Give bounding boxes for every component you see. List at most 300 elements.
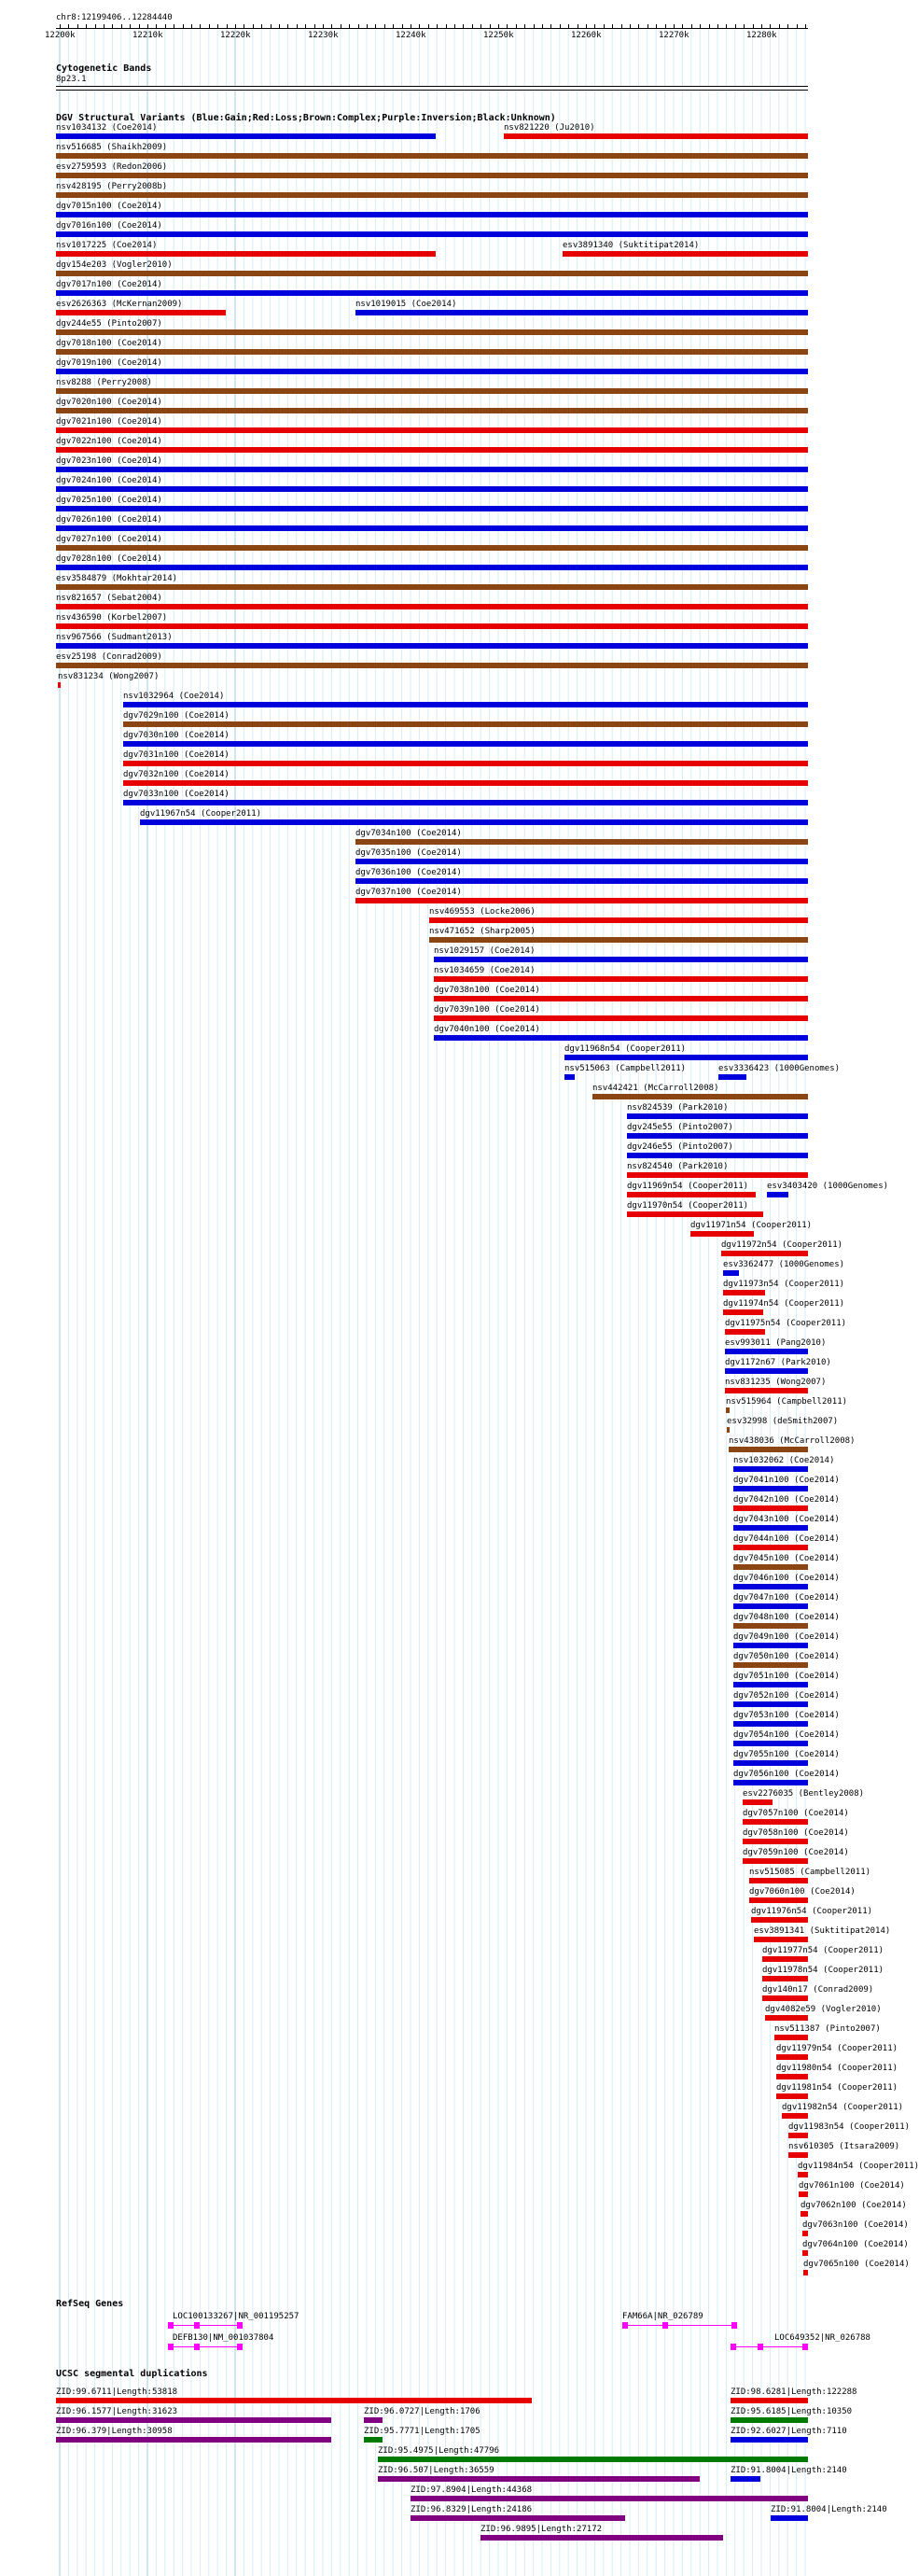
dgv-label: nsv438036 (McCarroll2008) bbox=[729, 1436, 856, 1446]
dgv-feature[interactable] bbox=[762, 1976, 808, 1981]
dgv-label: dgv7017n100 (Coe2014) bbox=[56, 280, 162, 289]
coordinate-ruler[interactable] bbox=[0, 22, 830, 45]
ruler-tick bbox=[507, 24, 508, 28]
dgv-label: dgv246e55 (Pinto2007) bbox=[627, 1142, 733, 1152]
dgv-label: dgv7028n100 (Coe2014) bbox=[56, 554, 162, 564]
dgv-feature[interactable] bbox=[627, 1153, 808, 1158]
ruler-tick bbox=[744, 24, 745, 28]
segdup-feature[interactable] bbox=[56, 2437, 331, 2443]
ruler-tick bbox=[735, 24, 736, 28]
dgv-feature[interactable] bbox=[733, 1682, 808, 1687]
dgv-feature[interactable] bbox=[56, 329, 808, 335]
dgv-feature[interactable] bbox=[690, 1231, 754, 1237]
dgv-feature[interactable] bbox=[56, 349, 808, 355]
dgv-label: esv2276035 (Bentley2008) bbox=[743, 1789, 865, 1799]
dgv-feature[interactable] bbox=[727, 1427, 730, 1433]
dgv-feature[interactable] bbox=[725, 1329, 765, 1335]
refseq-gene-feature[interactable] bbox=[168, 2322, 243, 2330]
dgv-feature[interactable] bbox=[123, 702, 808, 707]
dgv-feature[interactable] bbox=[434, 996, 808, 1001]
dgv-feature[interactable] bbox=[56, 192, 808, 198]
dgv-label: dgv11976n54 (Cooper2011) bbox=[751, 1907, 873, 1916]
segdup-label: ZID:91.8004|Length:2140 bbox=[731, 2466, 847, 2475]
gene-exon bbox=[194, 2322, 200, 2329]
refseq-track-title: RefSeq Genes bbox=[56, 2299, 124, 2309]
segdup-label: ZID:92.6027|Length:7110 bbox=[731, 2427, 847, 2436]
ruler-tick bbox=[305, 24, 306, 28]
dgv-feature[interactable] bbox=[56, 133, 436, 139]
dgv-feature[interactable] bbox=[754, 1937, 808, 1942]
dgv-feature[interactable] bbox=[743, 1839, 808, 1844]
gene-intron-line bbox=[168, 2346, 243, 2347]
dgv-feature[interactable] bbox=[733, 1780, 808, 1785]
dgv-feature[interactable] bbox=[123, 721, 808, 727]
dgv-feature[interactable] bbox=[56, 290, 808, 296]
dgv-feature[interactable] bbox=[355, 878, 808, 884]
dgv-label: dgv7037n100 (Coe2014) bbox=[355, 888, 462, 897]
dgv-feature[interactable] bbox=[733, 1721, 808, 1727]
segdup-label: ZID:91.8004|Length:2140 bbox=[771, 2505, 887, 2514]
segdup-feature[interactable] bbox=[364, 2437, 383, 2443]
segdup-feature[interactable] bbox=[378, 2476, 700, 2482]
ruler-tick bbox=[323, 24, 324, 28]
dgv-label: dgv7044n100 (Coe2014) bbox=[733, 1534, 840, 1544]
dgv-label: dgv4082e59 (Vogler2010) bbox=[765, 2005, 882, 2014]
dgv-feature[interactable] bbox=[429, 937, 808, 943]
ruler-tick bbox=[112, 24, 113, 28]
dgv-feature[interactable] bbox=[56, 545, 808, 551]
dgv-label: dgv7057n100 (Coe2014) bbox=[743, 1809, 849, 1818]
ruler-tick bbox=[779, 24, 780, 28]
dgv-feature[interactable] bbox=[733, 1564, 808, 1570]
dgv-feature[interactable] bbox=[776, 2074, 808, 2079]
dgv-feature[interactable] bbox=[723, 1290, 765, 1295]
ruler-tick bbox=[130, 24, 131, 28]
ruler-tick bbox=[183, 24, 184, 28]
dgv-feature[interactable] bbox=[788, 2152, 808, 2158]
dgv-label: esv3403420 (1000Genomes) bbox=[767, 1182, 889, 1191]
ruler-tick bbox=[682, 24, 683, 28]
dgv-label: dgv7062n100 (Coe2014) bbox=[801, 2201, 907, 2210]
ruler-tick bbox=[568, 24, 569, 28]
dgv-feature[interactable] bbox=[56, 565, 808, 570]
dgv-feature[interactable] bbox=[749, 1897, 808, 1903]
dgv-feature[interactable] bbox=[56, 271, 808, 276]
dgv-feature[interactable] bbox=[56, 623, 808, 629]
dgv-feature[interactable] bbox=[802, 2231, 808, 2236]
ruler-tick bbox=[542, 24, 543, 28]
dgv-feature[interactable] bbox=[762, 1956, 808, 1962]
dgv-feature[interactable] bbox=[56, 447, 808, 453]
dgv-label: nsv610305 (Itsara2009) bbox=[788, 2142, 900, 2151]
dgv-label: dgv7039n100 (Coe2014) bbox=[434, 1005, 540, 1015]
ruler-tick bbox=[367, 24, 368, 28]
ruler-tick bbox=[454, 24, 455, 28]
dgv-label: dgv244e55 (Pinto2007) bbox=[56, 319, 162, 329]
ruler-tick bbox=[147, 24, 148, 28]
dgv-feature[interactable] bbox=[56, 427, 808, 433]
dgv-label: dgv7024n100 (Coe2014) bbox=[56, 476, 162, 485]
refseq-gene-feature[interactable] bbox=[622, 2322, 737, 2330]
dgv-label: nsv1034659 (Coe2014) bbox=[434, 966, 536, 975]
dgv-feature[interactable] bbox=[123, 800, 808, 805]
dgv-feature[interactable] bbox=[434, 1035, 808, 1041]
dgv-feature[interactable] bbox=[765, 2015, 808, 2021]
dgv-feature[interactable] bbox=[733, 1623, 808, 1629]
segdup-label: ZID:96.1577|Length:31623 bbox=[56, 2407, 178, 2416]
ruler-tick bbox=[524, 24, 525, 28]
dgv-feature[interactable] bbox=[721, 1251, 808, 1256]
segdup-feature[interactable] bbox=[56, 2398, 532, 2403]
dgv-feature[interactable] bbox=[733, 1486, 808, 1491]
ruler-tick bbox=[261, 24, 262, 28]
dgv-label: dgv7052n100 (Coe2014) bbox=[733, 1691, 840, 1701]
dgv-label: nsv515085 (Campbell2011) bbox=[749, 1868, 871, 1877]
segdup-feature[interactable] bbox=[731, 2417, 808, 2423]
ruler-tick bbox=[709, 24, 710, 28]
dgv-feature[interactable] bbox=[123, 741, 808, 747]
ruler-tick bbox=[674, 24, 675, 28]
dgv-label: nsv436590 (Korbel2007) bbox=[56, 613, 168, 623]
dgv-feature[interactable] bbox=[56, 643, 808, 649]
dgv-feature[interactable] bbox=[627, 1133, 808, 1139]
dgv-label: dgv7019n100 (Coe2014) bbox=[56, 358, 162, 368]
ruler-tick bbox=[621, 24, 622, 28]
dgv-label: dgv7043n100 (Coe2014) bbox=[733, 1515, 840, 1524]
ruler-tick bbox=[717, 24, 718, 28]
dgv-label: dgv7015n100 (Coe2014) bbox=[56, 202, 162, 211]
segdup-feature[interactable] bbox=[731, 2476, 760, 2482]
dgv-label: esv3891340 (Suktitipat2014) bbox=[563, 241, 700, 250]
dgv-feature[interactable] bbox=[58, 682, 61, 688]
dgv-label: dgv7032n100 (Coe2014) bbox=[123, 770, 230, 779]
dgv-feature[interactable] bbox=[355, 898, 808, 903]
dgv-feature[interactable] bbox=[56, 506, 808, 511]
dgv-feature[interactable] bbox=[592, 1094, 808, 1099]
dgv-feature[interactable] bbox=[725, 1349, 808, 1354]
dgv-label: nsv1019015 (Coe2014) bbox=[355, 300, 457, 309]
dgv-feature[interactable] bbox=[434, 1015, 808, 1021]
segdup-label: ZID:99.6711|Length:53818 bbox=[56, 2387, 178, 2397]
dgv-feature[interactable] bbox=[743, 1819, 808, 1825]
ruler-tick bbox=[419, 24, 420, 28]
dgv-label: dgv7035n100 (Coe2014) bbox=[355, 848, 462, 858]
ruler-tick bbox=[498, 24, 499, 28]
dgv-feature[interactable] bbox=[733, 1643, 808, 1648]
ruler-tick bbox=[393, 24, 394, 28]
dgv-label: dgv7027n100 (Coe2014) bbox=[56, 535, 162, 544]
ruler-tick bbox=[472, 24, 473, 28]
ruler-label: 12230k bbox=[308, 31, 339, 40]
dgv-feature[interactable] bbox=[56, 388, 808, 394]
ruler-label: 12280k bbox=[746, 31, 777, 40]
dgv-feature[interactable] bbox=[776, 2054, 808, 2060]
dgv-label: dgv11981n54 (Cooper2011) bbox=[776, 2083, 898, 2093]
dgv-feature[interactable] bbox=[767, 1192, 788, 1197]
dgv-feature[interactable] bbox=[801, 2211, 808, 2217]
ruler-tick bbox=[446, 24, 447, 28]
gene-exon bbox=[237, 2322, 243, 2329]
ruler-tick bbox=[358, 24, 359, 28]
ruler-axis bbox=[56, 28, 808, 29]
dgv-label: esv25198 (Conrad2009) bbox=[56, 652, 162, 662]
gene-exon bbox=[168, 2322, 174, 2329]
ruler-tick bbox=[594, 24, 595, 28]
dgv-feature[interactable] bbox=[718, 1074, 746, 1080]
dgv-feature[interactable] bbox=[56, 584, 808, 590]
dgv-label: dgv7045n100 (Coe2014) bbox=[733, 1554, 840, 1563]
ruler-label: 12270k bbox=[659, 31, 689, 40]
ruler-tick bbox=[139, 24, 140, 28]
dgv-feature[interactable] bbox=[798, 2172, 808, 2177]
ruler-tick bbox=[691, 24, 692, 28]
dgv-feature[interactable] bbox=[563, 251, 808, 257]
ruler-tick bbox=[191, 24, 192, 28]
dgv-feature[interactable] bbox=[802, 2250, 808, 2256]
dgv-feature[interactable] bbox=[776, 2093, 808, 2099]
dgv-feature[interactable] bbox=[729, 1447, 808, 1452]
gene-exon bbox=[731, 2322, 737, 2329]
dgv-feature[interactable] bbox=[140, 819, 808, 825]
dgv-feature[interactable] bbox=[123, 761, 808, 766]
ruler-tick bbox=[384, 24, 385, 28]
dgv-label: nsv469553 (Locke2006) bbox=[429, 907, 536, 917]
ruler-tick bbox=[217, 24, 218, 28]
dgv-feature[interactable] bbox=[355, 859, 808, 864]
ruler-tick bbox=[165, 24, 166, 28]
dgv-feature[interactable] bbox=[123, 780, 808, 786]
dgv-label: dgv7041n100 (Coe2014) bbox=[733, 1476, 840, 1485]
dgv-label: nsv1032964 (Coe2014) bbox=[123, 692, 225, 701]
dgv-feature[interactable] bbox=[733, 1741, 808, 1746]
ruler-tick bbox=[287, 24, 288, 28]
dgv-label: dgv7060n100 (Coe2014) bbox=[749, 1887, 856, 1897]
dgv-label: dgv11984n54 (Cooper2011) bbox=[798, 2162, 919, 2171]
dgv-label: dgv11969n54 (Cooper2011) bbox=[627, 1182, 749, 1191]
ruler-tick bbox=[534, 24, 535, 28]
dgv-feature[interactable] bbox=[56, 486, 808, 492]
dgv-feature[interactable] bbox=[723, 1309, 763, 1315]
segdup-label: ZID:95.7771|Length:1705 bbox=[364, 2427, 480, 2436]
dgv-feature[interactable] bbox=[429, 917, 808, 923]
dgv-feature[interactable] bbox=[504, 133, 808, 139]
dgv-label: nsv821220 (Ju2010) bbox=[504, 123, 595, 133]
ruler-label: 12250k bbox=[483, 31, 514, 40]
ruler-tick bbox=[761, 24, 762, 28]
dgv-feature[interactable] bbox=[782, 2113, 808, 2119]
ruler-label: 12260k bbox=[571, 31, 602, 40]
dgv-label: esv2626363 (McKernan2009) bbox=[56, 300, 183, 309]
dgv-feature[interactable] bbox=[56, 153, 808, 159]
dgv-label: dgv7056n100 (Coe2014) bbox=[733, 1770, 840, 1779]
dgv-feature[interactable] bbox=[733, 1545, 808, 1550]
dgv-feature[interactable] bbox=[355, 839, 808, 845]
dgv-label: dgv11983n54 (Cooper2011) bbox=[788, 2122, 911, 2132]
segdup-feature[interactable] bbox=[411, 2515, 625, 2521]
dgv-label: nsv1034132 (Coe2014) bbox=[56, 123, 158, 133]
segdup-feature[interactable] bbox=[411, 2496, 808, 2501]
gene-exon bbox=[622, 2322, 628, 2329]
ruler-tick bbox=[375, 24, 376, 28]
segdup-label: ZID:96.8329|Length:24186 bbox=[411, 2505, 533, 2514]
ruler-tick bbox=[200, 24, 201, 28]
dgv-feature[interactable] bbox=[434, 976, 808, 982]
gene-exon bbox=[731, 2344, 736, 2350]
dgv-feature[interactable] bbox=[733, 1584, 808, 1589]
segdup-feature[interactable] bbox=[364, 2417, 383, 2423]
dgv-feature[interactable] bbox=[56, 408, 808, 413]
ruler-tick bbox=[797, 24, 798, 28]
dgv-label: dgv7020n100 (Coe2014) bbox=[56, 398, 162, 407]
dgv-label: dgv11973n54 (Cooper2011) bbox=[723, 1280, 845, 1289]
dgv-label: esv32998 (deSmith2007) bbox=[727, 1417, 839, 1426]
dgv-label: dgv11968n54 (Cooper2011) bbox=[564, 1044, 687, 1054]
dgv-label: dgv245e55 (Pinto2007) bbox=[627, 1123, 733, 1132]
dgv-label: dgv7055n100 (Coe2014) bbox=[733, 1750, 840, 1759]
refseq-gene-feature[interactable] bbox=[731, 2344, 808, 2351]
dgv-label: dgv7033n100 (Coe2014) bbox=[123, 790, 230, 799]
dgv-feature[interactable] bbox=[733, 1505, 808, 1511]
dgv-feature[interactable] bbox=[788, 2133, 808, 2138]
ruler-tick bbox=[490, 24, 491, 28]
dgv-label: dgv7049n100 (Coe2014) bbox=[733, 1632, 840, 1642]
cytoband-track-title: Cytogenetic Bands bbox=[56, 63, 152, 74]
dgv-feature[interactable] bbox=[725, 1388, 808, 1393]
dgv-feature[interactable] bbox=[56, 251, 436, 257]
ruler-tick bbox=[630, 24, 631, 28]
segdup-label: ZID:98.6281|Length:122288 bbox=[731, 2387, 857, 2397]
refseq-gene-label: FAM66A|NR_026789 bbox=[622, 2312, 703, 2321]
refseq-gene-feature[interactable] bbox=[168, 2344, 243, 2351]
dgv-feature[interactable] bbox=[434, 957, 808, 962]
segdup-label: ZID:96.507|Length:36559 bbox=[378, 2466, 494, 2475]
dgv-label: nsv824540 (Park2010) bbox=[627, 1162, 729, 1171]
dgv-label: dgv11978n54 (Cooper2011) bbox=[762, 1966, 884, 1975]
dgv-feature[interactable] bbox=[627, 1192, 756, 1197]
dgv-feature[interactable] bbox=[751, 1917, 808, 1923]
gene-exon bbox=[194, 2344, 200, 2350]
dgv-label: dgv11974n54 (Cooper2011) bbox=[723, 1299, 845, 1309]
dgv-label: nsv1029157 (Coe2014) bbox=[434, 946, 536, 956]
dgv-feature[interactable] bbox=[733, 1466, 808, 1472]
dgv-feature[interactable] bbox=[733, 1760, 808, 1766]
segdup-label: ZID:95.4975|Length:47796 bbox=[378, 2446, 500, 2456]
dgv-label: dgv7063n100 (Coe2014) bbox=[802, 2220, 909, 2230]
dgv-feature[interactable] bbox=[733, 1525, 808, 1531]
ruler-tick bbox=[86, 24, 87, 28]
dgv-feature[interactable] bbox=[762, 1995, 808, 2001]
dgv-feature[interactable] bbox=[733, 1603, 808, 1609]
ruler-tick bbox=[770, 24, 771, 28]
dgv-label: dgv7046n100 (Coe2014) bbox=[733, 1574, 840, 1583]
dgv-feature[interactable] bbox=[56, 173, 808, 178]
dgv-label: dgv7047n100 (Coe2014) bbox=[733, 1593, 840, 1603]
ruler-tick bbox=[550, 24, 551, 28]
dgv-feature[interactable] bbox=[627, 1211, 763, 1217]
ruler-tick bbox=[314, 24, 315, 28]
dgv-feature[interactable] bbox=[627, 1113, 808, 1119]
gene-intron-line bbox=[168, 2325, 243, 2326]
segdup-feature[interactable] bbox=[731, 2437, 808, 2443]
segdup-track-title: UCSC segmental duplications bbox=[56, 2369, 208, 2379]
dgv-label: nsv515964 (Campbell2011) bbox=[726, 1397, 848, 1407]
dgv-feature[interactable] bbox=[725, 1368, 808, 1374]
dgv-feature[interactable] bbox=[564, 1074, 575, 1080]
dgv-feature[interactable] bbox=[749, 1878, 808, 1883]
ruler-tick bbox=[68, 24, 69, 28]
dgv-label: dgv7026n100 (Coe2014) bbox=[56, 515, 162, 525]
dgv-feature[interactable] bbox=[56, 310, 226, 315]
segdup-feature[interactable] bbox=[378, 2457, 808, 2462]
dgv-label: dgv7022n100 (Coe2014) bbox=[56, 437, 162, 446]
ruler-tick bbox=[77, 24, 78, 28]
ruler-tick bbox=[612, 24, 613, 28]
dgv-feature[interactable] bbox=[743, 1858, 808, 1864]
dgv-feature[interactable] bbox=[564, 1055, 808, 1060]
ruler-tick bbox=[463, 24, 464, 28]
gene-exon bbox=[168, 2344, 174, 2350]
dgv-label: nsv516685 (Shaikh2009) bbox=[56, 143, 168, 152]
dgv-label: dgv7058n100 (Coe2014) bbox=[743, 1828, 849, 1838]
dgv-label: dgv1172n67 (Park2010) bbox=[725, 1358, 831, 1367]
gene-exon bbox=[662, 2322, 668, 2329]
segdup-label: ZID:96.379|Length:30958 bbox=[56, 2427, 173, 2436]
gene-exon bbox=[802, 2344, 808, 2350]
dgv-feature[interactable] bbox=[355, 310, 808, 315]
dgv-feature[interactable] bbox=[774, 2035, 808, 2040]
cytoband-bar[interactable] bbox=[56, 86, 808, 91]
dgv-feature[interactable] bbox=[726, 1407, 730, 1413]
dgv-feature[interactable] bbox=[733, 1662, 808, 1668]
dgv-feature[interactable] bbox=[743, 1799, 773, 1805]
segdup-feature[interactable] bbox=[56, 2417, 331, 2423]
dgv-label: nsv515063 (Campbell2011) bbox=[564, 1064, 687, 1073]
dgv-feature[interactable] bbox=[56, 525, 808, 531]
dgv-feature[interactable] bbox=[723, 1270, 739, 1276]
segdup-feature[interactable] bbox=[731, 2398, 808, 2403]
dgv-feature[interactable] bbox=[56, 663, 808, 668]
dgv-label: dgv7040n100 (Coe2014) bbox=[434, 1025, 540, 1034]
dgv-feature[interactable] bbox=[627, 1172, 808, 1178]
ruler-tick bbox=[753, 24, 754, 28]
dgv-label: dgv7034n100 (Coe2014) bbox=[355, 829, 462, 838]
locus-label: chr8:12199406..12284440 bbox=[56, 13, 173, 22]
dgv-label: dgv7018n100 (Coe2014) bbox=[56, 339, 162, 348]
dgv-feature[interactable] bbox=[799, 2191, 808, 2197]
dgv-feature[interactable] bbox=[56, 467, 808, 472]
dgv-feature[interactable] bbox=[56, 212, 808, 217]
dgv-label: dgv7030n100 (Coe2014) bbox=[123, 731, 230, 740]
dgv-label: dgv7048n100 (Coe2014) bbox=[733, 1613, 840, 1622]
ruler-tick bbox=[156, 24, 157, 28]
dgv-feature[interactable] bbox=[56, 231, 808, 237]
segdup-label: ZID:96.9895|Length:27172 bbox=[480, 2525, 603, 2534]
ruler-tick bbox=[209, 24, 210, 28]
dgv-feature[interactable] bbox=[56, 369, 808, 374]
ruler-label: 12220k bbox=[220, 31, 251, 40]
segdup-feature[interactable] bbox=[771, 2515, 808, 2521]
dgv-feature[interactable] bbox=[56, 604, 808, 609]
gene-exon bbox=[237, 2344, 243, 2350]
dgv-label: dgv11972n54 (Cooper2011) bbox=[721, 1240, 843, 1250]
dgv-label: dgv11975n54 (Cooper2011) bbox=[725, 1319, 847, 1328]
dgv-feature[interactable] bbox=[803, 2270, 808, 2275]
dgv-label: nsv442421 (McCarroll2008) bbox=[592, 1084, 719, 1093]
ruler-tick bbox=[60, 24, 61, 28]
ruler-label: 12200k bbox=[45, 31, 76, 40]
dgv-feature[interactable] bbox=[733, 1701, 808, 1707]
segdup-feature[interactable] bbox=[480, 2535, 723, 2541]
